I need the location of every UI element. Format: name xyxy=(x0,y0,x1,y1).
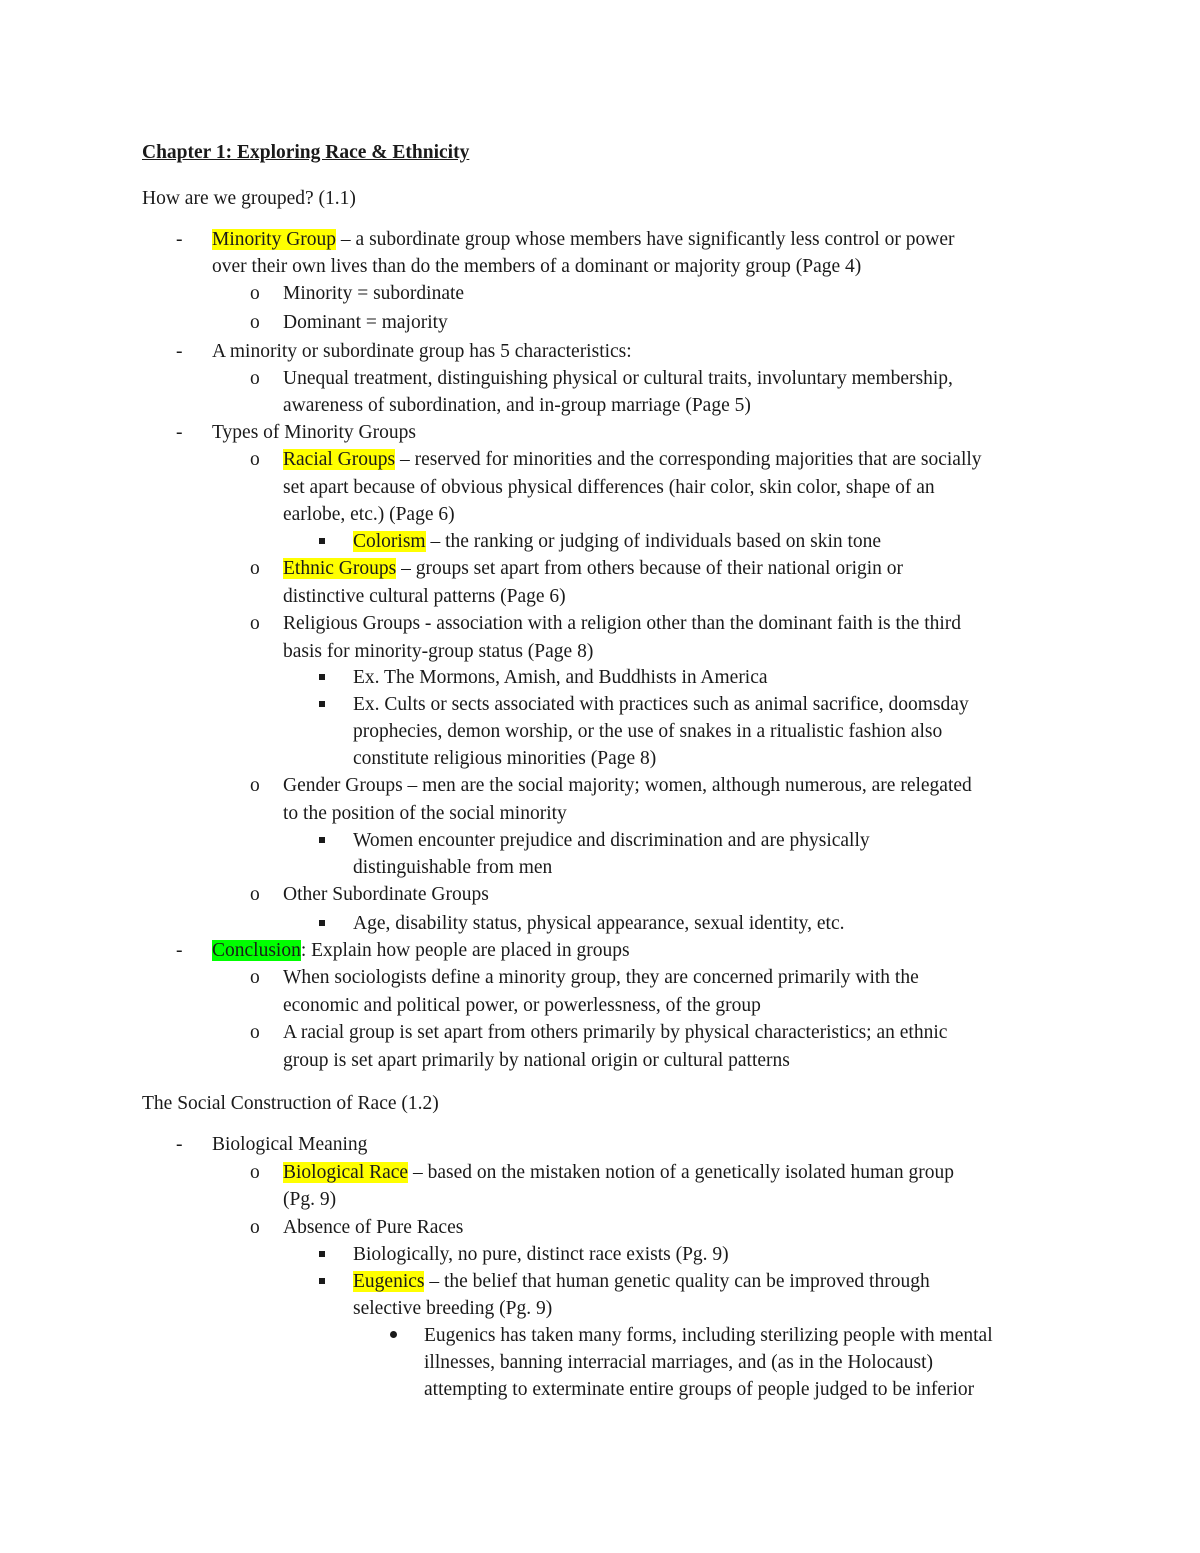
note-line xyxy=(212,937,630,964)
circle-bullet-icon: o xyxy=(250,884,260,905)
note-line xyxy=(353,528,881,555)
note-line: economic and political power, or powerlessness, of the group xyxy=(283,995,761,1016)
square-bullet-icon xyxy=(319,664,325,691)
note-line: basis for minority-group status (Page 8) xyxy=(283,641,594,662)
note-line: awareness of subordination, and in-group marriage (Page 5) xyxy=(283,395,751,416)
chapter-title: Chapter 1: Exploring Race & Ethnicity xyxy=(142,142,470,163)
square-bullet-icon xyxy=(319,528,325,555)
dash-bullet-icon: - xyxy=(176,940,183,961)
definition-text: – reserved for minorities and the corresponding majorities that are socially xyxy=(395,449,982,470)
note-line xyxy=(283,1159,954,1186)
round-bullet-icon xyxy=(390,1322,397,1349)
definition-text: – a subordinate group whose members have significantly less control or power xyxy=(336,229,955,250)
square-bullet-icon xyxy=(319,827,325,854)
note-line xyxy=(353,1268,930,1295)
circle-bullet-icon: o xyxy=(250,283,260,304)
note-line: distinguishable from men xyxy=(353,857,553,878)
note-line: Gender Groups – men are the social majority; women, although numerous, are relegated xyxy=(283,775,972,796)
section-heading: The Social Construction of Race (1.2) xyxy=(142,1093,439,1114)
note-line: distinctive cultural patterns (Page 6) xyxy=(283,586,566,607)
definition-text: – based on the mistaken notion of a genetically isolated human group xyxy=(408,1162,954,1183)
highlighted-term: Minority Group xyxy=(212,229,337,250)
definition-text: – groups set apart from others because of their national origin or xyxy=(396,558,904,579)
circle-bullet-icon: o xyxy=(250,775,260,796)
circle-bullet-icon: o xyxy=(250,1217,260,1238)
definition-text: – the ranking or judging of individuals based on skin tone xyxy=(425,531,882,552)
note-line: Biologically, no pure, distinct race exists (Pg. 9) xyxy=(353,1244,729,1265)
highlighted-term: Eugenics xyxy=(353,1271,425,1292)
square-bullet-icon xyxy=(319,1268,325,1295)
note-line: selective breeding (Pg. 9) xyxy=(353,1298,553,1319)
dash-bullet-icon: - xyxy=(176,1134,183,1155)
note-line: A racial group is set apart from others primarily by physical characteristics; an ethnic xyxy=(283,1022,948,1043)
circle-bullet-icon: o xyxy=(250,967,260,988)
dash-bullet-icon: - xyxy=(176,341,183,362)
note-line xyxy=(283,446,982,473)
note-line: Eugenics has taken many forms, including sterilizing people with mental xyxy=(424,1325,993,1346)
note-line: Dominant = majority xyxy=(283,312,448,333)
dash-bullet-icon: - xyxy=(176,422,183,443)
note-line: Women encounter prejudice and discrimination and are physically xyxy=(353,830,870,851)
note-line: over their own lives than do the members of a dominant or majority group (Page 4) xyxy=(212,256,862,277)
note-line: Ex. Cults or sects associated with practices such as animal sacrifice, doomsday xyxy=(353,694,969,715)
note-line: Ex. The Mormons, Amish, and Buddhists in America xyxy=(353,667,768,688)
square-bullet-icon xyxy=(319,691,325,718)
note-line: illnesses, banning interracial marriages, and (as in the Holocaust) xyxy=(424,1352,933,1373)
highlighted-term: Ethnic Groups xyxy=(283,558,397,579)
circle-bullet-icon: o xyxy=(250,1022,260,1043)
note-line: Religious Groups - association with a religion other than the dominant faith is the third xyxy=(283,613,962,634)
note-line: Age, disability status, physical appearance, sexual identity, etc. xyxy=(353,913,845,934)
highlighted-term: Conclusion xyxy=(212,940,301,961)
highlighted-term: Biological Race xyxy=(283,1162,409,1183)
highlighted-term: Racial Groups xyxy=(283,449,396,470)
note-line: set apart because of obvious physical differences (hair color, skin color, shape of an xyxy=(283,477,935,498)
note-line: group is set apart primarily by national origin or cultural patterns xyxy=(283,1050,790,1071)
circle-bullet-icon: o xyxy=(250,312,260,333)
note-line: Minority = subordinate xyxy=(283,283,465,304)
note-line xyxy=(283,555,903,582)
section-heading: How are we grouped? (1.1) xyxy=(142,188,356,209)
note-line: attempting to exterminate entire groups of people judged to be inferior xyxy=(424,1379,975,1400)
dash-bullet-icon: - xyxy=(176,229,183,250)
definition-text: – the belief that human genetic quality can be improved through xyxy=(424,1271,930,1292)
circle-bullet-icon: o xyxy=(250,558,260,579)
square-bullet-icon xyxy=(319,910,325,937)
note-line: When sociologists define a minority group, they are concerned primarily with the xyxy=(283,967,919,988)
note-line: Absence of Pure Races xyxy=(283,1217,464,1238)
note-line: Unequal treatment, distinguishing physical or cultural traits, involuntary membership, xyxy=(283,368,953,389)
note-line: constitute religious minorities (Page 8) xyxy=(353,748,657,769)
circle-bullet-icon: o xyxy=(250,368,260,389)
square-bullet-icon xyxy=(319,1241,325,1268)
note-line: Other Subordinate Groups xyxy=(283,884,489,905)
circle-bullet-icon: o xyxy=(250,449,260,470)
note-line xyxy=(212,226,954,253)
note-line: to the position of the social minority xyxy=(283,803,567,824)
note-line: Biological Meaning xyxy=(212,1134,368,1155)
circle-bullet-icon: o xyxy=(250,1162,260,1183)
note-line: (Pg. 9) xyxy=(283,1189,337,1210)
note-line: earlobe, etc.) (Page 6) xyxy=(283,504,455,525)
circle-bullet-icon: o xyxy=(250,613,260,634)
note-line: Types of Minority Groups xyxy=(212,422,416,443)
definition-text: : Explain how people are placed in groups xyxy=(300,940,630,961)
note-line: A minority or subordinate group has 5 characteristics: xyxy=(212,341,632,362)
note-line: prophecies, demon worship, or the use of snakes in a ritualistic fashion also xyxy=(353,721,943,742)
highlighted-term: Colorism xyxy=(353,531,426,552)
